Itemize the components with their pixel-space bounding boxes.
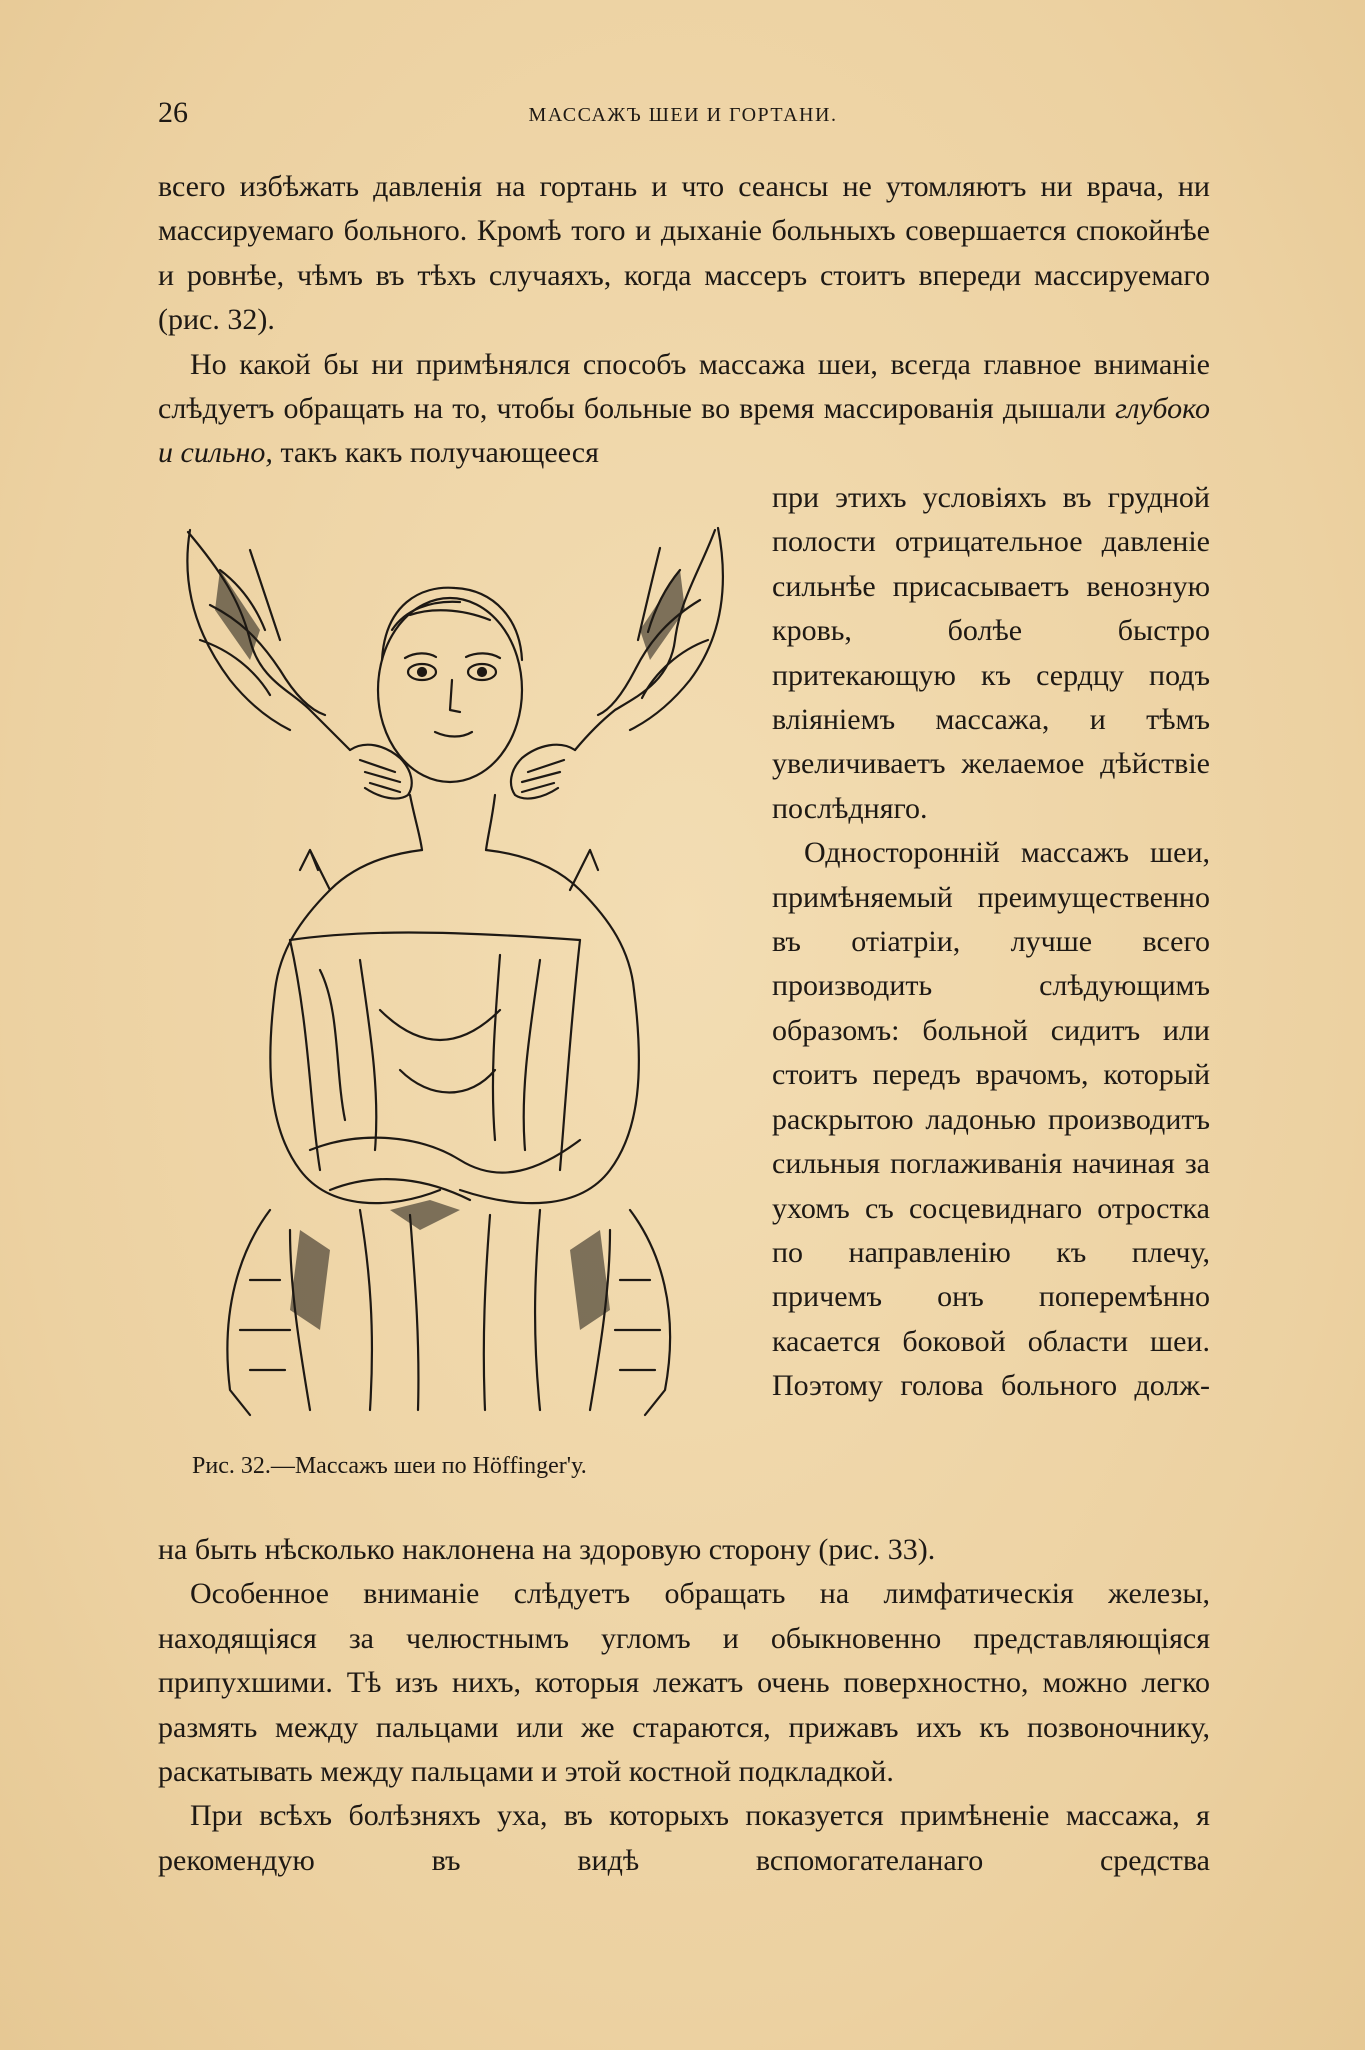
massage-engraving (160, 510, 740, 1430)
paragraph-2 (158, 343, 1210, 476)
page-header (158, 96, 1208, 136)
figure-32-illustration (160, 510, 740, 1430)
side-text-block (772, 476, 1210, 1409)
paragraph-2-tail: такъ какъ получающееся (280, 436, 599, 470)
paragraph-2-text: Но какой бы ни примѣнялся способъ массажа шеи, всегда главное вниманіе слѣдуетъ обращать на то, чтобы больные во время массированія дышали (158, 347, 1210, 426)
paragraph-1: всего избѣжать давленія на гортань и что сеансы не утомляютъ ни врача, ни массируемаго больного. Кромѣ того и дыханіе больныхъ совершается спокойнѣе и ровнѣе, чѣмъ въ тѣхъ случаяхъ, когда массеръ стоитъ впереди массируемаго (рис. 32). (158, 170, 1210, 337)
top-text-block (158, 165, 1210, 476)
bottom-text-block (158, 1528, 1210, 1883)
paragraph-3-end: на быть нѣсколько наклонена на здоровую сторону (рис. 33). (158, 1533, 936, 1566)
running-title: МАССАЖЪ ШЕИ И ГОРТАНИ. (528, 104, 838, 126)
paragraph-5: При всѣхъ болѣзняхъ уха, въ которыхъ показуется примѣненіе массажа, я рекомендую въ видѣ вспомогателанаго средства (158, 1799, 1210, 1877)
figure-caption: Рис. 32.—Массажъ шеи по Höffinger'у. (192, 1453, 587, 1479)
paragraph-2-continuation: при этихъ условіяхъ въ грудной полости отрицательное давленіе сильнѣе присасываетъ венозную кровь, болѣе быстро притекающую къ сердцу подъ вліяніемъ массажа, и тѣмъ увеличиваетъ желаемое дѣйствіе послѣдняго. (772, 481, 1210, 825)
paragraph-2-emphasis: глубоко и сильно, (158, 392, 1211, 470)
page-number: 26 (158, 96, 188, 129)
paragraph-4: Особенное вниманіе слѣдуетъ обращать на лимфатическія железы, находящіяся за челюстнымъ угломъ и обыкновенно представляющіяся припухшими. Тѣ изъ нихъ, которыя лежатъ очень поверхностно, можно легко размять между пальцами или же стараются, прижавъ ихъ къ позвоночнику, раскатывать между пальцами и этой костной подкладкой. (158, 1577, 1210, 1789)
paragraph-3: Односторонній массажъ шеи, примѣняемый преимущественно въ отіатріи, лучше всего производить слѣдующимъ образомъ: больной сидитъ или стоитъ передъ врачомъ, который раскрытою ладонью производитъ сильныя поглаживанія начиная за ухомъ съ сосцевиднаго отростка по направленію къ плечу, причемъ онъ поперемѣнно касается боковой области шеи. Поэтому голова больного долж- (772, 836, 1210, 1403)
